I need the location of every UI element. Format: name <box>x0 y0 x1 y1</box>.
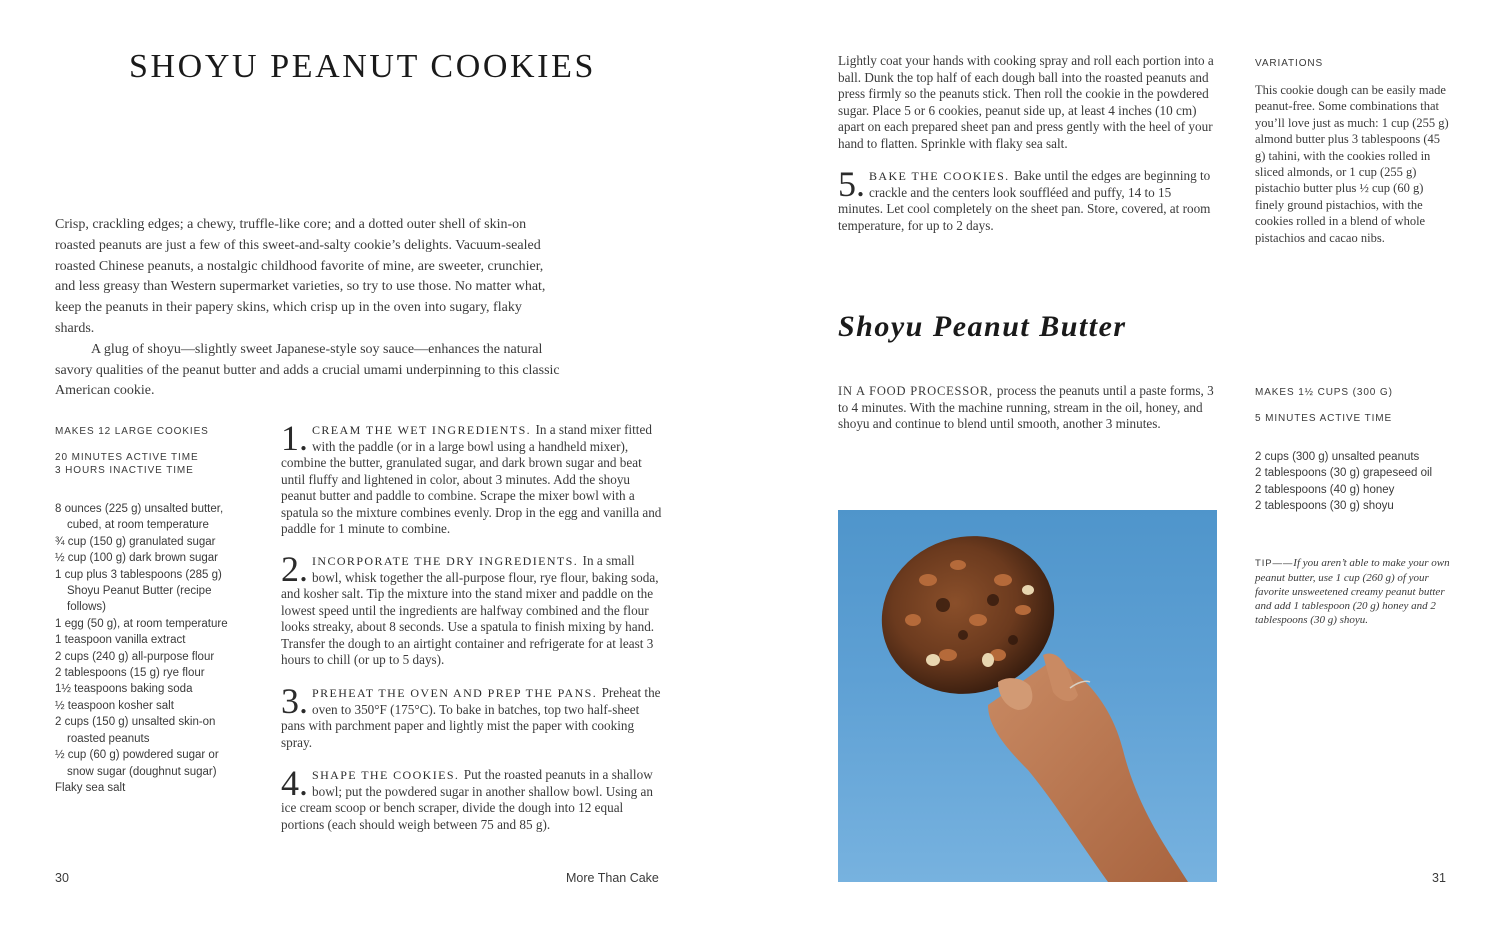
ingredient-item: 2 tablespoons (30 g) shoyu <box>1255 500 1394 513</box>
step-number: 1. <box>281 418 308 458</box>
step-text: Preheat the oven to 350°F (175°C). To bake in batches, top two half-sheet pans with parchment paper and lightly mist the paper with cooking spray. <box>281 685 661 750</box>
ingredient-item: 1 egg (50 g), at room temperature <box>55 617 228 630</box>
ingredient-item: ¾ cup (150 g) granulated sugar <box>55 535 216 548</box>
intro-paragraph: Crisp, crackling edges; a chewy, truffle-like core; and a dotted outer shell of skin-on roasted peanuts are just a few of this sweet-and-salty cookie’s delights. Vacuum-sealed roasted Chinese peanuts, a nostalgic childhood favorite of mine, are sweeter, crunchier, and less greasy than Western supermarket varieties, so try to use those. No matter what, keep the peanuts in their papery skins, which crisp up in the oven into sugary, flaky shards. <box>55 217 546 336</box>
step-text: Bake until the edges are beginning to crackle and the centers look souffléed and puffy, 14 to 15 minutes. Let cool completely on the sheet pan. Store, covered, at room temperature, for up to 2 days. <box>838 168 1211 233</box>
subrecipe-yield: MAKES 1½ CUPS (300 G) <box>1255 387 1393 398</box>
cookie-photo <box>838 510 1217 882</box>
step-number: 3. <box>281 681 308 721</box>
step-text: Put the roasted peanuts in a shallow bowl; put the powdered sugar in another shallow bowl. Using an ice cream scoop or bench scraper, divide the dough into 12 equal portions (each should weigh between 75 and 85 g). <box>281 767 653 832</box>
ingredient-item: 2 tablespoons (40 g) honey <box>1255 483 1395 496</box>
inactive-time: 3 HOURS INACTIVE TIME <box>55 465 194 476</box>
method-text: process the peanuts until a paste forms, 3 to 4 minutes. With the machine running, stream in the oil, honey, and shoyu and continue to blend until smooth, another 3 minutes. <box>838 383 1214 431</box>
ingredient-item: 1 cup plus 3 tablespoons (285 g) Shoyu Peanut Butter (recipe follows) <box>55 568 222 614</box>
tip-note <box>1255 556 1450 627</box>
tip-label: TIP <box>1255 558 1273 569</box>
ingredient-item: 8 ounces (225 g) unsalted butter, cubed, at room temperature <box>55 503 224 532</box>
step-text: In a small bowl, whisk together the all-purpose flour, rye flour, baking soda, and kosher salt. Tip the mixture into the stand mixer and paddle on the lowest speed until the ingredients are halfway combined and the flour looks streaky, about 8 seconds. Use a spatula to finish mixing by hand. Transfer the dough to an airtight container and refrigerate for at least 3 hours to chill (or up to 5 days). <box>281 553 659 667</box>
page-number-left: 30 <box>55 871 69 885</box>
intro-paragraph: A glug of shoyu—slightly sweet Japanese-style soy sauce—enhances the natural savory qualities of the peanut butter and adds a crucial umami underpinning to this classic American cookie. <box>55 341 560 399</box>
ingredient-list <box>55 501 240 796</box>
step-2 <box>281 549 663 669</box>
step-1 <box>281 418 663 538</box>
ingredient-item: Flaky sea salt <box>55 781 126 794</box>
ingredient-item: 2 cups (150 g) unsalted skin-on roasted peanuts <box>55 716 216 745</box>
step-number: 2. <box>281 549 308 589</box>
variations-text: This cookie dough can be easily made peanut-free. Some combinations that you’ll love just as much: 1 cup (255 g) almond butter plus 3 tablespoons (45 g) tahini, with the cookies rolled in sliced almonds, or 1 cup (255 g) pistachio butter plus ½ cup (60 g) finely ground pistachios, with the cookies rolled in a blend of whole pistachios and cacao nibs. <box>1255 83 1449 245</box>
ingredient-item: 2 tablespoons (30 g) grapeseed oil <box>1255 467 1433 480</box>
step-heading: CREAM THE WET INGREDIENTS. <box>312 423 536 437</box>
ingredient-item: 1½ teaspoons baking soda <box>55 683 193 696</box>
ingredient-item: ½ cup (100 g) dark brown sugar <box>55 552 219 565</box>
ingredient-item: 2 tablespoons (15 g) rye flour <box>55 667 205 680</box>
recipe-title: SHOYU PEANUT COOKIES <box>129 48 596 85</box>
step-text: In a stand mixer fitted with the paddle (or in a large bowl using a handheld mixer), combine the butter, granulated sugar, and dark brown sugar and beat until fluffy and lightened in color, about 3 minutes. Add the shoyu peanut butter and paddle to combine. Scrape the mixer bowl with a spatula so the mixture combines evenly. Drop in the egg and vanilla and paddle for 1 minute to combine. <box>281 422 662 536</box>
page-number-right: 31 <box>1432 871 1446 885</box>
recipe-intro <box>55 215 560 402</box>
step-number: 4. <box>281 763 308 803</box>
step-5 <box>838 164 1218 234</box>
step-4-continued: Lightly coat your hands with cooking spray and roll each portion into a ball. Dunk the top half of each dough ball into the roasted peanuts and press firmly so the peanuts stick. Then roll the cookie in the powdered sugar. Place 5 or 6 cookies, peanut side up, at least 4 inches (10 cm) apart on each prepared sheet pan and press gently with the heel of your hand to flatten. Sprinkle with flaky sea salt. <box>838 53 1214 151</box>
method-lead: IN A FOOD PROCESSOR, <box>838 384 997 398</box>
step-heading: PREHEAT THE OVEN AND PREP THE PANS. <box>312 686 602 700</box>
tip-dash: —— <box>1272 558 1294 569</box>
step-3 <box>281 681 663 751</box>
step-heading: SHAPE THE COOKIES. <box>312 768 464 782</box>
step-4 <box>281 763 663 833</box>
subrecipe-title: Shoyu Peanut Butter <box>838 310 1127 343</box>
step-number: 5. <box>838 164 865 204</box>
variations-label: VARIATIONS <box>1255 58 1324 69</box>
active-time: 20 MINUTES ACTIVE TIME <box>55 452 199 463</box>
running-footer: More Than Cake <box>566 871 659 885</box>
step-heading: BAKE THE COOKIES. <box>869 169 1014 183</box>
ingredient-item: 2 cups (300 g) unsalted peanuts <box>1255 451 1420 463</box>
ingredient-item: ½ teaspoon kosher salt <box>55 699 174 712</box>
recipe-yield: MAKES 12 LARGE COOKIES <box>55 426 209 437</box>
subrecipe-ingredient-list <box>1255 449 1455 515</box>
ingredient-item: ½ cup (60 g) powdered sugar or snow sugar (doughnut sugar) <box>55 749 219 778</box>
ingredient-item: 2 cups (240 g) all-purpose flour <box>55 650 215 663</box>
step-heading: INCORPORATE THE DRY INGREDIENTS. <box>312 554 583 568</box>
tip-text: If you aren’t able to make your own peanut butter, use 1 cup (260 g) of your favorite unsweetened creamy peanut butter and add 1 tablespoon (20 g) honey and 2 tablespoons (30 g) shoyu. <box>1255 557 1450 626</box>
ingredient-item: 1 teaspoon vanilla extract <box>55 634 186 647</box>
subrecipe-method <box>838 383 1223 433</box>
cookie-in-hand-image <box>838 510 1217 882</box>
subrecipe-active-time: 5 MINUTES ACTIVE TIME <box>1255 413 1393 424</box>
